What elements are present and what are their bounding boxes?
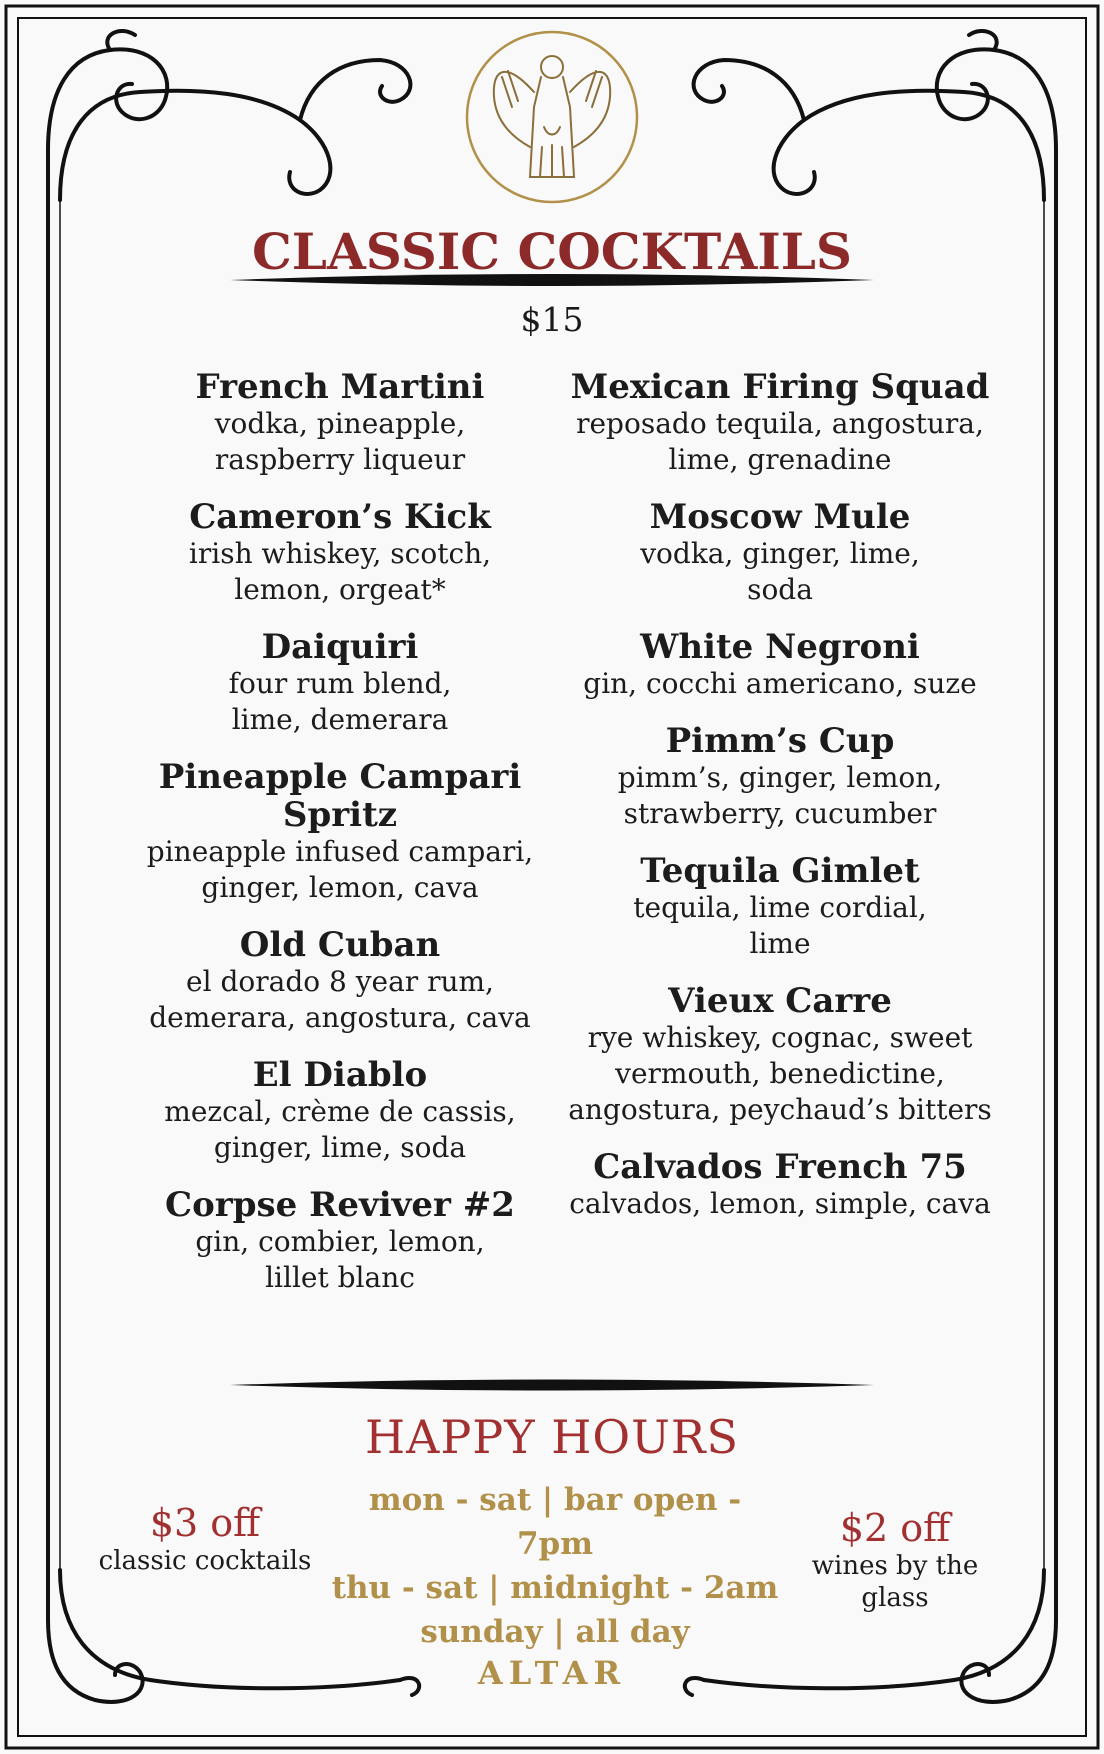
cocktail-item xyxy=(105,926,575,1036)
hours-line: thu - sat | midnight - 2am xyxy=(331,1570,779,1606)
cocktail-item xyxy=(545,498,1015,608)
cocktail-item xyxy=(105,498,575,608)
deal-label: wines by the glass xyxy=(811,1551,979,1613)
cocktail-name: Vieux Carre xyxy=(668,981,892,1021)
cocktail-name: Tequila Gimlet xyxy=(640,851,920,891)
cocktail-ingredients: mezcal, crème de cassis, xyxy=(164,1095,516,1128)
cocktail-name: White Negroni xyxy=(640,627,920,667)
cocktail-ingredients: rye whiskey, cognac, sweet xyxy=(587,1021,973,1054)
cocktail-name: El Diablo xyxy=(252,1055,428,1095)
cocktail-item xyxy=(105,1056,575,1166)
cocktail-ingredients: calvados, lemon, simple, cava xyxy=(569,1187,991,1220)
cocktail-item xyxy=(545,368,1015,478)
cocktail-ingredients: ginger, lemon, cava xyxy=(201,871,479,904)
cocktail-name: French Martini xyxy=(195,367,485,407)
section-title: CLASSIC COCKTAILS xyxy=(252,222,852,281)
deal-amount: $2 off xyxy=(839,1506,951,1550)
cocktail-ingredients: strawberry, cucumber xyxy=(623,797,937,830)
cocktail-item xyxy=(105,628,575,738)
cocktail-item xyxy=(105,758,575,906)
cocktail-ingredients: angostura, peychaud’s bitters xyxy=(568,1093,992,1126)
cocktail-ingredients: lemon, orgeat* xyxy=(234,573,446,606)
corner-ornament-top-left xyxy=(48,31,410,200)
brand-logo: ALTAR xyxy=(477,1654,627,1692)
happy-hours-schedule xyxy=(330,1478,780,1654)
cocktail-ingredients: soda xyxy=(747,573,813,606)
cocktail-name: Old Cuban xyxy=(239,925,441,965)
cocktail-item xyxy=(545,1148,1015,1222)
cocktail-ingredients: gin, combier, lemon, xyxy=(195,1225,485,1258)
cocktail-column-right xyxy=(545,368,1015,1222)
cocktail-ingredients: irish whiskey, scotch, xyxy=(188,537,492,570)
cocktail-ingredients: raspberry liqueur xyxy=(214,443,466,476)
deal-label: classic cocktails xyxy=(98,1546,312,1576)
cocktail-item xyxy=(545,628,1015,702)
price-label: $15 xyxy=(520,300,584,339)
cocktail-item xyxy=(105,368,575,478)
cocktail-ingredients: lime, demerara xyxy=(231,703,449,736)
cocktail-name: Calvados French 75 xyxy=(593,1147,967,1187)
cocktail-ingredients: lime xyxy=(749,927,811,960)
cocktail-ingredients: pineapple infused campari, xyxy=(146,835,534,868)
cocktail-name: Moscow Mule xyxy=(649,497,911,537)
cocktail-name: Cameron’s Kick xyxy=(189,497,491,537)
cocktail-ingredients: ginger, lime, soda xyxy=(213,1131,467,1164)
cocktail-ingredients: vermouth, benedictine, xyxy=(615,1057,945,1090)
cocktail-ingredients: lillet blanc xyxy=(265,1261,415,1294)
section-divider xyxy=(230,1380,874,1391)
hours-line: mon - sat | bar open - 7pm xyxy=(368,1482,742,1562)
corner-ornament-top-right xyxy=(694,31,1056,200)
cocktail-ingredients: lime, grenadine xyxy=(668,443,892,476)
cocktail-ingredients: four rum blend, xyxy=(228,667,452,700)
deal-wines xyxy=(775,1506,1015,1614)
cocktail-item xyxy=(545,982,1015,1128)
cocktail-ingredients: vodka, pineapple, xyxy=(214,407,466,440)
cocktail-ingredients: reposado tequila, angostura, xyxy=(576,407,984,440)
deal-amount: $3 off xyxy=(149,1501,261,1545)
cocktail-name: Corpse Reviver #2 xyxy=(165,1185,515,1225)
cocktail-name: Mexican Firing Squad xyxy=(570,367,990,407)
cocktail-item xyxy=(545,722,1015,832)
cocktail-ingredients: tequila, lime cordial, xyxy=(633,891,927,924)
angel-logo xyxy=(467,32,637,202)
cocktail-ingredients: el dorado 8 year rum, xyxy=(186,965,494,998)
cocktail-ingredients: vodka, ginger, lime, xyxy=(640,537,920,570)
cocktail-ingredients: gin, cocchi americano, suze xyxy=(583,667,977,700)
cocktail-name: Daiquiri xyxy=(261,627,419,667)
deal-cocktails xyxy=(95,1501,315,1577)
cocktail-ingredients: pimm’s, ginger, lemon, xyxy=(617,761,943,794)
cocktail-item xyxy=(105,1186,575,1296)
cocktail-name: Pineapple Campari Spritz xyxy=(158,757,522,835)
cocktail-ingredients: demerara, angostura, cava xyxy=(149,1001,531,1034)
hours-line: sunday | all day xyxy=(420,1614,690,1650)
cocktail-column-left xyxy=(105,368,575,1296)
cocktail-item xyxy=(545,852,1015,962)
cocktail-name: Pimm’s Cup xyxy=(665,721,895,761)
happy-hours-title: HAPPY HOURS xyxy=(365,1410,739,1464)
